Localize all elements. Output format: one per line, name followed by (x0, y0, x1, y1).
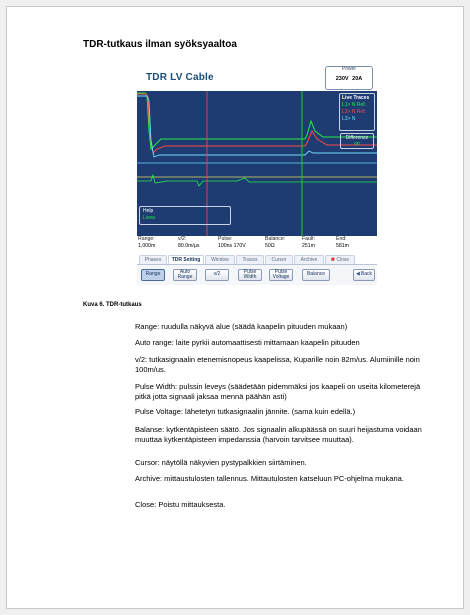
tab-bar (137, 254, 377, 265)
button-bar (137, 265, 377, 285)
balance-button[interactable]: Balance (302, 269, 330, 281)
live-trace-l1-ref: Ref. (356, 102, 367, 108)
help-label: Help (143, 208, 154, 214)
live-traces-header: Live Traces (342, 95, 370, 101)
paragraph-balance: Balanse: kytkentäpisteen säätö. Jos signaalin alkupäässä on suuri heijastuma voidaan muuttaa kytkentäpisteen impedanssia (harvoin tarvitsee muuttaa). (135, 425, 422, 444)
paragraph-archive: Archive: mittaustulosten tallennus. Mittautulosten katseluun PC-ohjelma mukana. (135, 474, 404, 483)
readout-range-value: 1,000m (138, 243, 156, 249)
readout-velocity-label: v/2: (178, 236, 187, 242)
power-current: 20A (352, 76, 363, 82)
readout-end-label: End: (336, 236, 347, 242)
tdr-screenshot (132, 62, 377, 286)
pulse-voltage-button[interactable]: Pulse Voltage (269, 269, 293, 281)
figure-caption: Kuva 6. TDR-tutkaus (83, 302, 142, 308)
readout-velocity (178, 236, 199, 250)
readout-fault-value: 251m (302, 243, 315, 249)
live-trace-l1[interactable] (342, 102, 372, 109)
difference-value: on (354, 141, 360, 147)
readout-fault-label: Fault: (302, 236, 315, 242)
tab-archive[interactable]: Archive (294, 255, 324, 264)
tab-cursor[interactable]: Cursor (265, 255, 293, 264)
back-button[interactable] (353, 269, 375, 281)
readout-range-label: Range: (138, 236, 155, 242)
back-label: Back (360, 271, 372, 278)
document-page (6, 6, 464, 609)
live-trace-l1-label: L1> N (342, 102, 356, 108)
readout-bar (138, 236, 374, 252)
readout-pulse (218, 236, 246, 250)
app-title: TDR LV Cable (146, 72, 214, 83)
readout-balance-value: 50Ω (265, 243, 275, 249)
document-title: TDR-tutkaus ilman syöksyaaltoa (83, 39, 237, 50)
paragraph-v2: v/2: tutkasignaalin etenemisnopeus kaapelissa, Kuparille noin 82m/us. Alumiinille noin 100m/us. (135, 355, 420, 374)
paragraph-pulse-voltage: Pulse Voltage: lähetetyn tutkasignaalin jännite. (sama kuin edellä.) (135, 407, 356, 416)
range-button[interactable]: Range (141, 269, 165, 281)
paragraph-range: Range: ruudulla näkyvä alue (säädä kaapelin pituuden mukaan) (135, 322, 348, 331)
paragraph-close: Close: Poistu mittauksesta. (135, 500, 226, 509)
tab-close[interactable] (325, 255, 355, 264)
live-trace-l2[interactable] (342, 109, 372, 116)
readout-fault (302, 236, 315, 250)
trace-display[interactable] (137, 91, 377, 236)
pulse-width-button[interactable]: Pulse Width (238, 269, 262, 281)
power-values (326, 76, 372, 82)
readout-balance (265, 236, 285, 250)
close-icon: ✖ (330, 257, 335, 263)
power-indicator (325, 66, 373, 90)
back-icon: ◀ (356, 271, 360, 278)
difference-toggle[interactable] (340, 133, 374, 149)
readout-velocity-value: 80.0m/µs (178, 243, 200, 249)
live-trace-l2-ref: Ref. (356, 109, 367, 115)
paragraph-cursor: Cursor: näytöllä näkyvien pystypalkkien siirtäminen. (135, 458, 307, 467)
readout-end (336, 236, 349, 250)
tab-close-label: Close (336, 257, 350, 263)
tab-traces[interactable]: Traces (236, 255, 264, 264)
tab-window[interactable]: Window (205, 255, 235, 264)
difference-label: Difference (345, 135, 369, 141)
power-voltage: 230V (335, 76, 349, 82)
readout-pulse-value: 100ns 170V (218, 243, 246, 249)
readout-range (138, 236, 155, 250)
live-trace-l3-label: L3> N (342, 116, 356, 122)
help-box (139, 206, 231, 225)
live-traces-panel[interactable] (339, 93, 375, 131)
tab-phases[interactable]: Phases (139, 255, 167, 264)
help-text: Livea (143, 215, 155, 221)
live-trace-l2-label: L2> N (342, 109, 356, 115)
paragraph-auto-range: Auto range: laite pyrkii automaattisesti mittamaan kaapelin pituuden (135, 338, 360, 347)
readout-balance-label: Balance: (265, 236, 286, 242)
power-label: Power (341, 66, 357, 72)
live-trace-l3[interactable] (342, 116, 372, 123)
v2-button[interactable]: v/2 (205, 269, 229, 281)
readout-pulse-label: Pulse: (218, 236, 233, 242)
paragraph-pulse-width: Pulse Width: pulssin leveys (säädetään pidemmäksi jos kaapeli on useita kilometerejä pitkä jotta signaali jaksaa mennä päähän asti) (135, 382, 421, 401)
tab-tdr-setting[interactable]: TDR Setting (168, 255, 204, 264)
readout-end-value: 581m (336, 243, 349, 249)
auto-range-button[interactable]: Auto Range (173, 269, 197, 281)
